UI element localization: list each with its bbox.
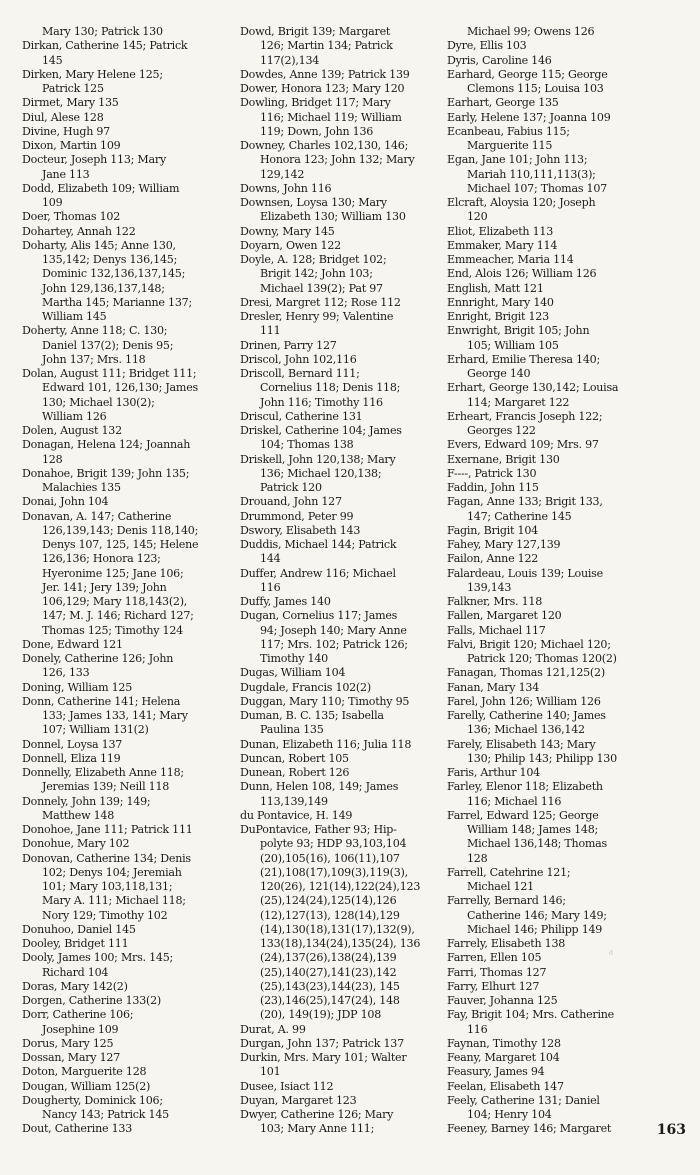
- index-entry: Dswory, Elisabeth 143: [240, 523, 361, 537]
- index-entry: Drummond, Peter 99: [240, 509, 354, 523]
- index-entry-continuation: Patrick 120: [260, 481, 322, 494]
- paper-speck: ᵈ: [609, 950, 613, 961]
- index-entry-continuation: 136; Michael 120,138;: [260, 466, 382, 480]
- index-entry-continuation: 104; Thomas 138: [260, 438, 354, 452]
- index-entry: Diul, Alese 128: [22, 110, 104, 124]
- index-entry-continuation: 103; Mary Anne 111;: [260, 1122, 375, 1136]
- index-entry: Driscoll, Bernard 111;: [240, 367, 360, 380]
- index-entry: Farely, Elisabeth 143; Mary: [447, 737, 596, 751]
- index-entry: Duffy, James 140: [240, 595, 331, 608]
- index-entry-continuation: Georges 122: [467, 424, 536, 437]
- index-entry: Downsen, Loysa 130; Mary: [240, 196, 387, 209]
- index-entry: Dusee, Isiact 112: [240, 1079, 334, 1093]
- index-entry-continuation: Michael 136,148; Thomas: [467, 837, 607, 851]
- index-entry-continuation: (25),124(24),125(14),126: [260, 894, 397, 908]
- index-entry: Evers, Edward 109; Mrs. 97: [447, 438, 599, 452]
- index-entry: Feeney, Barney 146; Margaret: [447, 1122, 612, 1136]
- index-entry-continuation: Denys 107, 125, 145; Helene: [42, 538, 199, 551]
- index-entry: Dugan, Cornelius 117; James: [240, 609, 398, 623]
- index-entry-continuation: Thomas 125; Timothy 124: [42, 623, 183, 637]
- index-entry-continuation: 136; Michael 136,142: [467, 723, 585, 737]
- index-entry-continuation: 126,139,143; Denis 118,140;: [42, 523, 199, 537]
- index-entry: Dugdale, Francis 102(2): [240, 680, 371, 694]
- index-entry-continuation: Mary A. 111; Michael 118;: [42, 894, 186, 908]
- index-entry: Downs, John 116: [240, 181, 332, 195]
- index-entry-continuation: Edward 101, 126,130; James: [42, 381, 198, 395]
- index-entry-continuation: Cornelius 118; Denis 118;: [260, 381, 401, 395]
- index-entry: Feely, Catherine 131; Daniel: [447, 1093, 600, 1107]
- index-entry: Duggan, Mary 110; Timothy 95: [240, 694, 410, 708]
- index-entry-continuation: 130; Philip 143; Philipp 130: [467, 751, 617, 765]
- index-entry-continuation: 106,129; Mary 118,143(2),: [42, 595, 188, 608]
- index-entry-continuation: John 137; Mrs. 118: [42, 352, 146, 366]
- index-entry-continuation: 126, 133: [42, 666, 90, 680]
- index-entry: Donohoe, Jane 111; Patrick 111: [22, 823, 193, 836]
- index-entry-continuation: (25),140(27),141(23),142: [260, 965, 397, 979]
- index-entry: Drinen, Parry 127: [240, 338, 337, 352]
- index-entry: End, Alois 126; William 126: [447, 267, 597, 281]
- index-entry-continuation: 126,136; Honora 123;: [42, 552, 161, 566]
- index-entry: Doharty, Alis 145; Anne 130,: [22, 238, 176, 252]
- index-entry: Divine, Hugh 97: [22, 124, 110, 138]
- index-entry: Dirmet, Mary 135: [22, 96, 119, 110]
- index-entry: Dresi, Margret 112; Rose 112: [240, 295, 401, 309]
- index-entry-continuation: Martha 145; Marianne 137;: [42, 295, 192, 309]
- index-entry: Donohue, Mary 102: [22, 837, 130, 851]
- index-entry: Enright, Brigit 123: [447, 310, 549, 323]
- index-entry-continuation: George 140: [467, 367, 531, 380]
- index-entry: Doras, Mary 142(2): [22, 979, 128, 993]
- index-entry-continuation: Richard 104: [42, 965, 109, 979]
- index-entry: Enwright, Brigit 105; John: [447, 324, 590, 338]
- index-entry: Dowdes, Anne 139; Patrick 139: [240, 67, 410, 81]
- index-entry: Donely, Catherine 126; John: [22, 652, 174, 665]
- index-entry-continuation: William 145: [42, 310, 107, 323]
- index-entry-continuation: (24),137(26),138(24),139: [260, 951, 397, 965]
- index-entry-continuation: Nancy 143; Patrick 145: [42, 1108, 169, 1121]
- index-entry-continuation: 119; Down, John 136: [260, 124, 374, 138]
- index-entry-continuation: 130; Michael 130(2);: [42, 395, 155, 409]
- index-column-2: [240, 25, 462, 1137]
- index-entry: Durat, A. 99: [240, 1022, 306, 1036]
- index-entry: Durkin, Mrs. Mary 101; Walter: [240, 1051, 407, 1064]
- index-entry: Farrel, Edward 125; George: [447, 808, 599, 822]
- index-entry-continuation: (12),127(13), 128(14),129: [260, 908, 400, 922]
- index-entry: Durgan, John 137; Patrick 137: [240, 1036, 404, 1050]
- index-entry-continuation: 101: [260, 1065, 281, 1079]
- index-entry-continuation: 133(18),134(24),135(24), 136: [260, 937, 421, 950]
- index-entry: Donagan, Helena 124; Joannah: [22, 438, 191, 452]
- index-entry-continuation: (20), 149(19); JDP 108: [260, 1008, 382, 1022]
- index-entry: Eliot, Elizabeth 113: [447, 224, 554, 238]
- index-entry-continuation: 135,142; Denys 136,145;: [42, 253, 178, 266]
- index-entry: Donnely, John 139; 149;: [22, 794, 151, 808]
- index-entry: Fagan, Anne 133; Brigit 133,: [447, 495, 603, 509]
- index-entry-continuation: Brigit 142; John 103;: [260, 267, 373, 281]
- index-entry: Doyle, A. 128; Bridget 102;: [240, 253, 387, 266]
- index-entry-continuation: John 116; Timothy 116: [260, 395, 383, 409]
- index-entry: Falkner, Mrs. 118: [447, 595, 543, 608]
- index-entry: Falardeau, Louis 139; Louise: [447, 566, 603, 580]
- index-entry: Egan, Jane 101; John 113;: [447, 153, 588, 167]
- index-entry: Downy, Mary 145: [240, 224, 335, 238]
- index-entry-continuation: 145: [42, 53, 63, 67]
- index-entry-continuation: Hyeronime 125; Jane 106;: [42, 566, 184, 580]
- index-entry: Farel, John 126; William 126: [447, 694, 601, 708]
- index-entry-continuation: Patrick 125: [42, 82, 104, 95]
- index-entry: Driscul, Catherine 131: [240, 409, 363, 423]
- index-entry-continuation: 120: [467, 210, 488, 224]
- index-column-1: [22, 25, 237, 1137]
- index-entry: Driskel, Catherine 104; James: [240, 424, 402, 437]
- index-entry-continuation: Nory 129; Timothy 102: [42, 908, 168, 922]
- index-entry: Fauver, Johanna 125: [447, 994, 558, 1007]
- index-entry-continuation: 128: [467, 851, 488, 865]
- index-entry: Feelan, Elisabeth 147: [447, 1079, 564, 1093]
- index-entry-continuation: Timothy 140: [260, 652, 328, 665]
- index-entry: Dyris, Caroline 146: [447, 53, 552, 67]
- index-entry-continuation: 147; Catherine 145: [467, 509, 572, 523]
- index-entry-continuation: 107; William 131(2): [42, 723, 149, 737]
- index-entry-continuation: (21),108(17),109(3),119(3),: [260, 865, 408, 879]
- index-entry: Dresler, Henry 99; Valentine: [240, 310, 394, 323]
- index-column-3: [447, 25, 692, 1137]
- index-entry-continuation: 113,139,149: [260, 794, 328, 808]
- index-entry: du Pontavice, H. 149: [240, 808, 353, 822]
- index-entry-continuation: 94; Joseph 140; Mary Anne: [260, 623, 407, 637]
- index-entry: Doyarn, Owen 122: [240, 238, 341, 252]
- index-entry: Dyre, Ellis 103: [447, 39, 527, 53]
- index-entry: Dooly, James 100; Mrs. 145;: [22, 951, 174, 965]
- index-entry: Falls, Michael 117: [447, 623, 546, 637]
- index-entry: Duyan, Margaret 123: [240, 1093, 357, 1107]
- index-entry: Farren, Ellen 105: [447, 951, 542, 965]
- index-entry: Earhart, George 135: [447, 96, 559, 110]
- index-entry: Farley, Elenor 118; Elizabeth: [447, 780, 603, 794]
- index-entry: English, Matt 121: [447, 281, 544, 295]
- index-entry: Donavan, A. 147; Catherine: [22, 509, 172, 523]
- index-entry-continuation: Michael 139(2); Pat 97: [260, 281, 383, 295]
- index-entry: Fagin, Brigit 104: [447, 523, 538, 537]
- index-entry: Doherty, Anne 118; C. 130;: [22, 324, 168, 338]
- index-entry-continuation: 144: [260, 552, 281, 566]
- index-entry-continuation: William 126: [42, 409, 107, 423]
- index-entry: Doning, William 125: [22, 680, 133, 694]
- index-entry: Faris, Arthur 104: [447, 766, 540, 779]
- index-entry-continuation: Daniel 137(2); Denis 95;: [42, 338, 174, 352]
- index-entry: Elcraft, Aloysia 120; Joseph: [447, 196, 596, 209]
- index-entry: Farrell, Catehrine 121;: [447, 865, 571, 879]
- index-entry: Farrely, Elisabeth 138: [447, 937, 566, 950]
- index-entry: Dolan, August 111; Bridget 111;: [22, 367, 197, 380]
- index-entry-continuation: 102; Denys 104; Jeremiah: [42, 865, 182, 879]
- index-entry-continuation: Michael 146; Philipp 149: [467, 922, 603, 936]
- index-entry: Duncan, Robert 105: [240, 751, 349, 765]
- index-entry-continuation: 126; Martin 134; Patrick: [260, 39, 393, 53]
- index-entry: Ennright, Mary 140: [447, 295, 554, 309]
- index-entry: Dohartey, Annah 122: [22, 224, 136, 238]
- index-entry-continuation: 109: [42, 196, 63, 209]
- index-entry: Erhard, Emilie Theresa 140;: [447, 352, 600, 366]
- index-entry: Downey, Charles 102,130, 146;: [240, 139, 409, 152]
- index-entry-continuation: Dominic 132,136,137,145;: [42, 267, 186, 281]
- index-entry-continuation: Catherine 146; Mary 149;: [467, 908, 607, 922]
- index-entry: Farri, Thomas 127: [447, 965, 547, 979]
- index-entry: Dixon, Martin 109: [22, 139, 121, 152]
- index-entry: Faddin, John 115: [447, 481, 539, 494]
- index-entry: Failon, Anne 122: [447, 552, 539, 566]
- index-entry-continuation: 104; Henry 104: [467, 1108, 552, 1121]
- index-entry: DuPontavice, Father 93; Hip-: [240, 823, 397, 836]
- index-entry: Dower, Honora 123; Mary 120: [240, 82, 405, 95]
- index-entry-continuation: 116; Michael 119; William: [260, 110, 402, 124]
- index-entry-continuation: Michael 107; Thomas 107: [467, 181, 607, 195]
- index-entry-continuation: 114; Margaret 122: [467, 395, 570, 409]
- index-entry-continuation: 116: [467, 1022, 488, 1036]
- index-entry-continuation: (20),105(16), 106(11),107: [260, 851, 400, 865]
- index-entry: Dwyer, Catherine 126; Mary: [240, 1108, 394, 1121]
- index-entry-continuation: 128: [42, 452, 63, 466]
- index-entry: Donovan, Catherine 134; Denis: [22, 851, 191, 865]
- index-entry: Farrelly, Bernard 146;: [447, 894, 566, 908]
- index-entry: Fahey, Mary 127,139: [447, 538, 561, 551]
- index-entry: Emmeacher, Maria 114: [447, 253, 574, 266]
- index-entry-continuation: William 148; James 148;: [467, 823, 599, 836]
- index-entry: Dorr, Catherine 106;: [22, 1008, 134, 1022]
- index-entry-continuation: 120(26), 121(14),122(24),123: [260, 880, 421, 893]
- index-entry-continuation: Jeremias 139; Neill 118: [42, 780, 170, 794]
- index-entry: Dossan, Mary 127: [22, 1051, 121, 1064]
- index-entry-continuation: Malachies 135: [42, 481, 121, 494]
- index-entry: Donuhoo, Daniel 145: [22, 922, 136, 936]
- index-entry: Dodd, Elizabeth 109; William: [22, 181, 180, 195]
- index-entry-continuation: 129,142: [260, 167, 305, 181]
- index-entry: Dugas, William 104: [240, 666, 346, 680]
- index-entry: Dout, Catherine 133: [22, 1122, 133, 1136]
- index-entry: Dowling, Bridget 117; Mary: [240, 96, 391, 110]
- index-entry: Erhart, George 130,142; Louisa: [447, 381, 619, 395]
- index-entry-continuation: Paulina 135: [260, 723, 324, 737]
- index-entry-continuation: 147; M. J. 146; Richard 127;: [42, 609, 194, 623]
- index-entry: Dougherty, Dominick 106;: [22, 1093, 163, 1107]
- index-entry-continuation: 116: [260, 580, 281, 594]
- index-entry-continuation: 117; Mrs. 102; Patrick 126;: [260, 637, 408, 651]
- index-entry-continuation: polyte 93; HDP 93,103,104: [260, 837, 407, 851]
- index-entry: Doton, Marguerite 128: [22, 1065, 147, 1079]
- index-entry: Fanan, Mary 134: [447, 680, 540, 694]
- index-entry-continuation: (23),146(25),147(24), 148: [260, 994, 400, 1007]
- index-entry-continuation: 117(2),134: [260, 53, 320, 67]
- index-entry-continuation: 133; James 133, 141; Mary: [42, 709, 188, 722]
- index-entry: Dooley, Bridget 111: [22, 937, 129, 950]
- index-entry-continuation: Elizabeth 130; William 130: [260, 210, 406, 224]
- index-entry: Dougan, William 125(2): [22, 1079, 151, 1093]
- index-entry: Driscol, John 102,116: [240, 352, 357, 366]
- index-entry-continuation: Josephine 109: [42, 1022, 119, 1036]
- index-entry: Farelly, Catherine 140; James: [447, 709, 606, 722]
- index-entry: Falvi, Brigit 120; Michael 120;: [447, 637, 611, 651]
- index-entry-continuation: Clemons 115; Louisa 103: [467, 82, 604, 95]
- index-entry-continuation: 116; Michael 116: [467, 794, 562, 808]
- index-entry: Donai, John 104: [22, 495, 109, 509]
- index-entry-continuation: (14),130(18),131(17),132(9),: [260, 922, 415, 936]
- index-entry: Exernane, Brigit 130: [447, 452, 560, 466]
- index-entry-continuation: Mariah 110,111,113(3);: [467, 167, 596, 181]
- index-entry: Faynan, Timothy 128: [447, 1036, 561, 1050]
- index-entry: Earhard, George 115; George: [447, 67, 608, 81]
- index-entry: Donahoe, Brigit 139; John 135;: [22, 466, 190, 480]
- index-entry: Dunean, Robert 126: [240, 766, 350, 779]
- index-entry: Doer, Thomas 102: [22, 210, 121, 224]
- index-entry: Driskell, John 120,138; Mary: [240, 452, 396, 466]
- index-entry: Early, Helene 137; Joanna 109: [447, 110, 611, 124]
- index-entry: Donnell, Eliza 119: [22, 751, 121, 765]
- index-entry: Feany, Margaret 104: [447, 1051, 560, 1064]
- index-entry: F----, Patrick 130: [447, 466, 537, 480]
- index-entry-continuation: 101; Mary 103,118,131;: [42, 880, 173, 893]
- index-entry: Drouand, John 127: [240, 495, 342, 509]
- index-entry: Fay, Brigit 104; Mrs. Catherine: [447, 1008, 614, 1022]
- index-entry: Donnelly, Elizabeth Anne 118;: [22, 766, 184, 779]
- index-entry-continuation: Patrick 120; Thomas 120(2): [467, 652, 617, 665]
- index-entry: Dirken, Mary Helene 125;: [22, 67, 163, 81]
- index-entry: Dunan, Elizabeth 116; Julia 118: [240, 737, 412, 751]
- index-entry-continuation: John 129,136,137,148;: [42, 281, 165, 295]
- index-entry-continuation: Jer. 141; Jery 139; John: [42, 580, 167, 594]
- index-entry: Donn, Catherine 141; Helena: [22, 694, 181, 708]
- index-entry: Erheart, Francis Joseph 122;: [447, 409, 603, 423]
- index-entry: Dolen, August 132: [22, 424, 122, 437]
- index-entry: Feasury, James 94: [447, 1065, 545, 1079]
- index-entry: Duddis, Michael 144; Patrick: [240, 538, 397, 551]
- index-entry-continuation: (25),143(23),144(23), 145: [260, 979, 400, 993]
- index-entry: Duman, B. C. 135; Isabella: [240, 709, 384, 722]
- index-entry: Dirkan, Catherine 145; Patrick: [22, 39, 188, 53]
- index-entry-continuation: 139,143: [467, 580, 512, 594]
- page-number: 163: [656, 1122, 686, 1138]
- index-entry-continuation: Michael 99; Owens 126: [467, 25, 595, 38]
- index-entry: Done, Edward 121: [22, 637, 123, 651]
- index-entry-continuation: Matthew 148: [42, 808, 115, 822]
- index-entry: Fallen, Margaret 120: [447, 609, 562, 623]
- index-entry: Duffer, Andrew 116; Michael: [240, 566, 396, 580]
- index-entry-continuation: Marguerite 115: [467, 139, 553, 152]
- index-entry: Farry, Elhurt 127: [447, 979, 540, 993]
- index-entry-continuation: Mary 130; Patrick 130: [42, 25, 163, 38]
- index-entry-continuation: Michael 121: [467, 880, 534, 893]
- index-entry-continuation: Honora 123; John 132; Mary: [260, 153, 415, 167]
- index-entry: Dorus, Mary 125: [22, 1036, 114, 1050]
- index-entry-continuation: Jane 113: [42, 167, 90, 181]
- index-entry: Dunn, Helen 108, 149; James: [240, 780, 399, 794]
- index-entry: Dowd, Brigit 139; Margaret: [240, 25, 391, 38]
- index-entry: Docteur, Joseph 113; Mary: [22, 153, 166, 167]
- index-entry-continuation: 111: [260, 324, 281, 338]
- index-entry: Donnel, Loysa 137: [22, 737, 123, 751]
- index-entry: Fanagan, Thomas 121,125(2): [447, 666, 605, 680]
- index-entry-continuation: 105; William 105: [467, 338, 559, 352]
- index-entry: Ecanbeau, Fabius 115;: [447, 124, 570, 138]
- index-entry: Emmaker, Mary 114: [447, 238, 558, 252]
- index-entry: Dorgen, Catherine 133(2): [22, 994, 161, 1007]
